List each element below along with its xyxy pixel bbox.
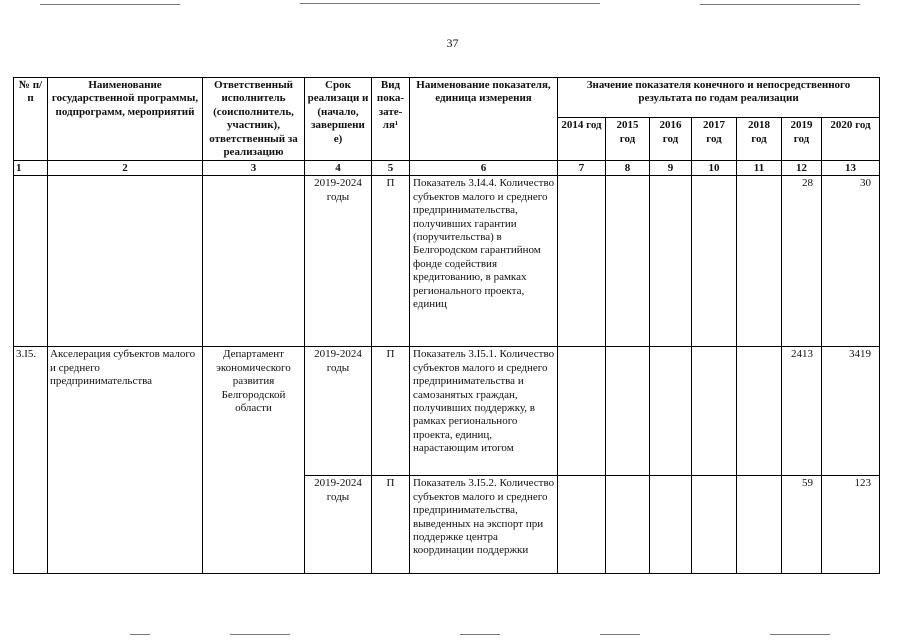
table-row	[14, 176, 880, 347]
header-program-name: Наименование государственной программы, подпрограмм, мероприятий	[48, 78, 203, 161]
row-program-name: Акселерация субъектов малого и среднего предпринимательства	[48, 347, 203, 574]
column-number: 5	[372, 161, 410, 176]
row-indicator-type: П	[372, 476, 410, 574]
row-period: 2019-2024 годы	[305, 347, 372, 476]
value-2018	[737, 476, 782, 574]
row-indicator-type: П	[372, 347, 410, 476]
value-2017	[692, 476, 737, 574]
header-responsible: Ответственный исполнитель (соисполнитель, участник), ответственный за реализацию	[203, 78, 305, 161]
row-indicator-name: Показатель 3.I4.4. Количество субъектов малого и среднего предпринимательства, получивших гарантии (поручительства) в Белгородском гарантийном фонде содействия кредитованию, в рамках регионального проекта, единиц	[410, 176, 558, 347]
header-year-2018: 2018 год	[737, 118, 782, 161]
value-2015	[606, 176, 650, 347]
value-2015	[606, 347, 650, 476]
top-edge-marks	[0, 2, 905, 8]
row-period: 2019-2024 годы	[305, 176, 372, 347]
header-indicator-type: Вид пока-зате-ля¹	[372, 78, 410, 161]
column-number: 10	[692, 161, 737, 176]
row-responsible: Департамент экономического развития Белгородской области	[203, 347, 305, 574]
value-2017	[692, 347, 737, 476]
value-2020: 30	[822, 176, 880, 347]
column-number: 4	[305, 161, 372, 176]
table-row	[14, 347, 880, 476]
header-year-2016: 2016 год	[650, 118, 692, 161]
value-2014	[558, 176, 606, 347]
value-2020: 123	[822, 476, 880, 574]
value-2019: 59	[782, 476, 822, 574]
header-num: № п/п	[14, 78, 48, 161]
header-year-2020: 2020 год	[822, 118, 880, 161]
page-number: 37	[446, 36, 459, 50]
bottom-edge-marks	[0, 632, 905, 638]
row-indicator-name: Показатель 3.I5.2. Количество субъектов малого и среднего предпринимательства, выведенных на экспорт при поддержке центра координации поддержки	[410, 476, 558, 574]
header-values-group: Значение показателя конечного и непосредственного результата по годам реализации	[558, 78, 880, 118]
header-year-2019: 2019 год	[782, 118, 822, 161]
header-indicator-name: Наименование показателя, единица измерения	[410, 78, 558, 161]
value-2014	[558, 476, 606, 574]
header-row-1	[14, 78, 880, 118]
column-number: 11	[737, 161, 782, 176]
row-program-name	[48, 176, 203, 347]
column-number: 13	[822, 161, 880, 176]
value-2017	[692, 176, 737, 347]
column-number: 7	[558, 161, 606, 176]
column-number: 1	[14, 161, 48, 176]
row-period: 2019-2024 годы	[305, 476, 372, 574]
column-number: 6	[410, 161, 558, 176]
value-2014	[558, 347, 606, 476]
row-responsible	[203, 176, 305, 347]
value-2016	[650, 476, 692, 574]
row-num: 3.I5.	[14, 347, 48, 574]
value-2018	[737, 347, 782, 476]
column-number: 8	[606, 161, 650, 176]
header-period: Срок реализаци и (начало, завершени е)	[305, 78, 372, 161]
value-2019: 2413	[782, 347, 822, 476]
header-year-2014: 2014 год	[558, 118, 606, 161]
column-numbers-row	[14, 161, 880, 176]
column-number: 9	[650, 161, 692, 176]
value-2016	[650, 347, 692, 476]
row-indicator-type: П	[372, 176, 410, 347]
indicators-table	[13, 77, 880, 574]
value-2020: 3419	[822, 347, 880, 476]
value-2019: 28	[782, 176, 822, 347]
value-2018	[737, 176, 782, 347]
value-2015	[606, 476, 650, 574]
column-number: 3	[203, 161, 305, 176]
column-number: 2	[48, 161, 203, 176]
value-2016	[650, 176, 692, 347]
header-year-2017: 2017 год	[692, 118, 737, 161]
row-indicator-name: Показатель 3.I5.1. Количество субъектов малого и среднего предпринимательства и самозанятых граждан, получивших поддержку, в рамках регионального проекта, единиц, нарастающим итогом	[410, 347, 558, 476]
row-num	[14, 176, 48, 347]
header-year-2015: 2015 год	[606, 118, 650, 161]
column-number: 12	[782, 161, 822, 176]
